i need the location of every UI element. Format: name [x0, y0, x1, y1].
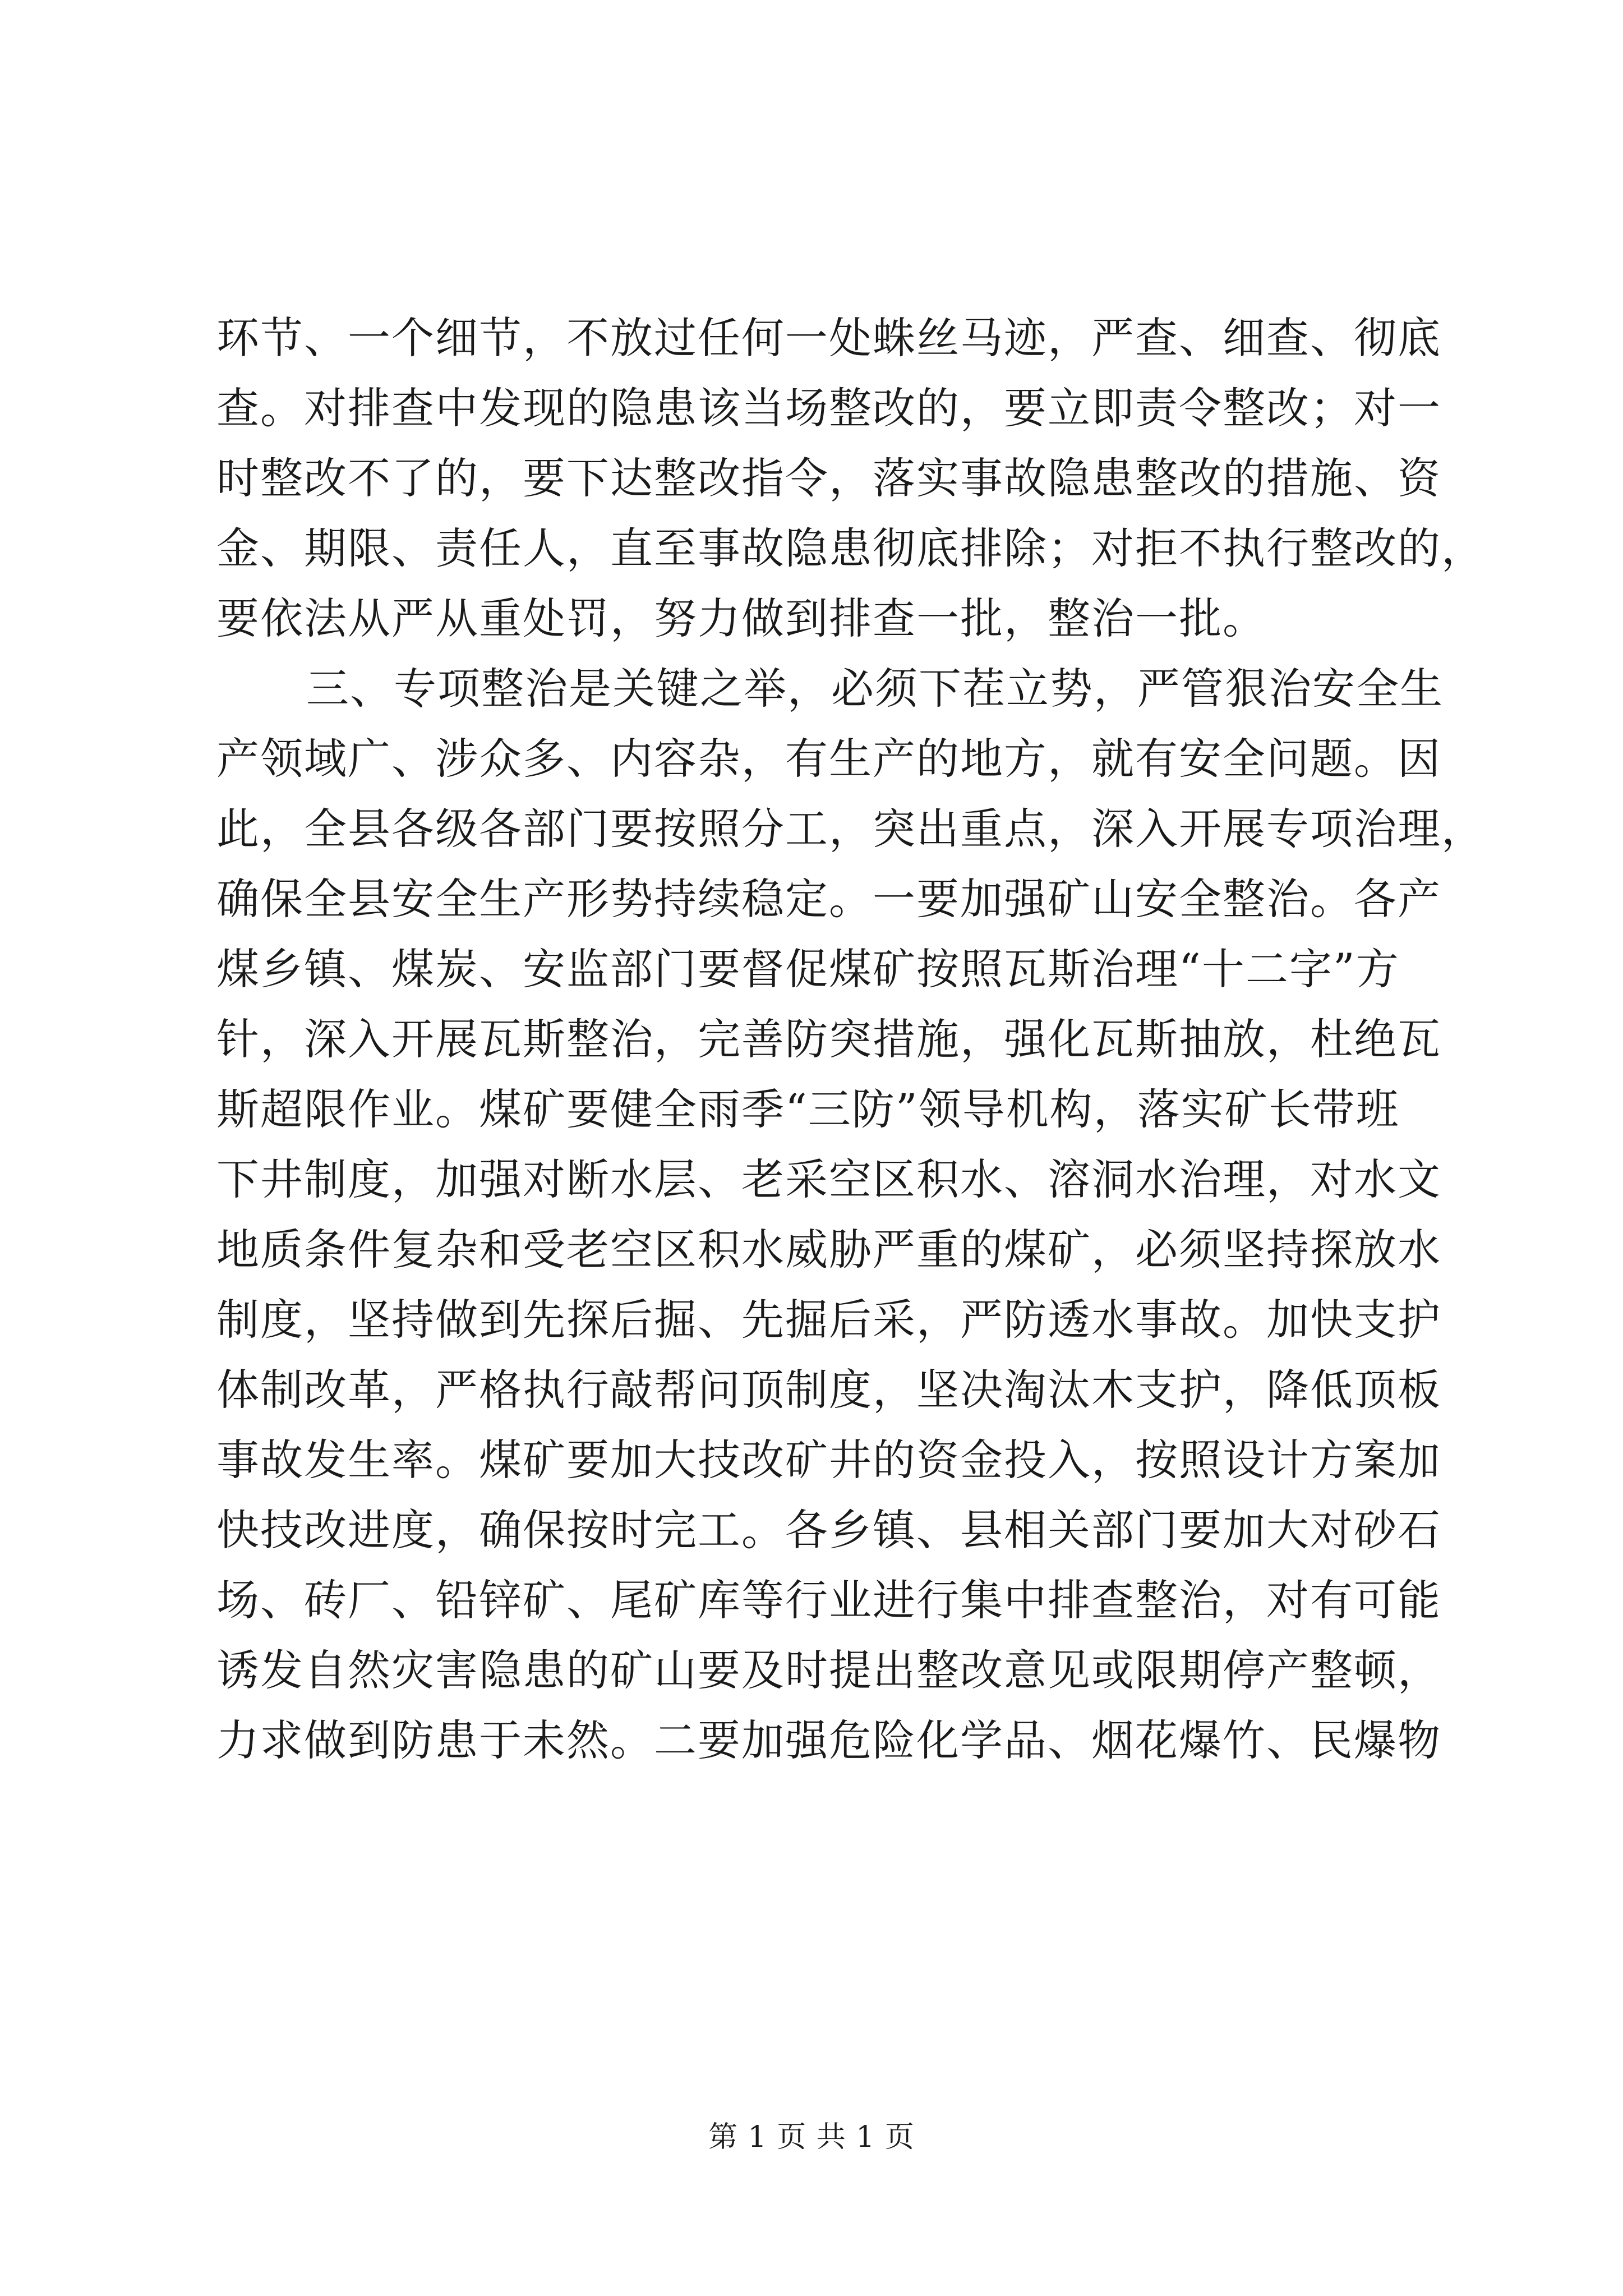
text-line: 力求做到防患于未然。二要加强危险化学品、烟花爆竹、民爆物	[216, 1715, 1441, 1765]
paragraph-continued	[216, 303, 1485, 654]
text-line: 事故发生率。煤矿要加大技改矿井的资金投入，按照设计方案加	[216, 1435, 1441, 1485]
text-line: 体制改革，严格执行敲帮问顶制度，坚决淘汰木支护，降低顶板	[216, 1365, 1441, 1415]
text-line: 三、专项整治是关键之举，必须下茬立势，严管狠治安全生	[306, 664, 1444, 714]
text-line: 时整改不了的，要下达整改指令，落实事故隐患整改的措施、资	[216, 453, 1441, 503]
text-line: 下井制度，加强对断水层、老采空区积水、溶洞水治理，对水文	[216, 1154, 1441, 1204]
text-line: 地质条件复杂和受老空区积水威胁严重的煤矿，必须坚持探放水	[216, 1225, 1441, 1274]
text-line: 此，全县各级各部门要按照分工，突出重点，深入开展专项治理，	[216, 804, 1485, 854]
text-line: 煤乡镇、煤炭、安监部门要督促煤矿按照瓦斯治理“十二字”方	[216, 944, 1400, 994]
page-footer	[0, 2118, 1623, 2157]
page-number: 第 1 页 共 1 页	[708, 2120, 915, 2154]
text-line: 查。对排查中发现的隐患该当场整改的，要立即责令整改；对一	[216, 383, 1441, 433]
text-line: 场、砖厂、铅锌矿、尾矿库等行业进行集中排查整治，对有可能	[216, 1575, 1441, 1625]
body-text	[216, 303, 1485, 1775]
text-line: 斯超限作业。煤矿要健全雨季“三防”领导机构，落实矿长带班	[216, 1084, 1400, 1134]
text-line: 快技改进度，确保按时完工。各乡镇、县相关部门要加大对砂石	[216, 1505, 1441, 1555]
text-line: 制度，坚持做到先探后掘、先掘后采，严防透水事故。加快支护	[216, 1295, 1441, 1345]
text-line: 针，深入开展瓦斯整治，完善防突措施，强化瓦斯抽放，杜绝瓦	[216, 1014, 1441, 1064]
text-line: 要依法从严从重处罚，努力做到排查一批，整治一批。	[216, 593, 1266, 643]
text-line: 环节、一个细节，不放过任何一处蛛丝马迹，严查、细查、彻底	[216, 313, 1441, 363]
text-line: 诱发自然灾害隐患的矿山要及时提出整改意见或限期停产整顿，	[216, 1645, 1441, 1695]
paragraph-section-three	[216, 654, 1485, 1775]
text-line: 确保全县安全生产形势持续稳定。一要加强矿山安全整治。各产	[216, 874, 1441, 924]
text-line: 产领域广、涉众多、内容杂，有生产的地方，就有安全问题。因	[216, 734, 1441, 784]
text-line: 金、期限、责任人，直至事故隐患彻底排除；对拒不执行整改的，	[216, 523, 1485, 573]
